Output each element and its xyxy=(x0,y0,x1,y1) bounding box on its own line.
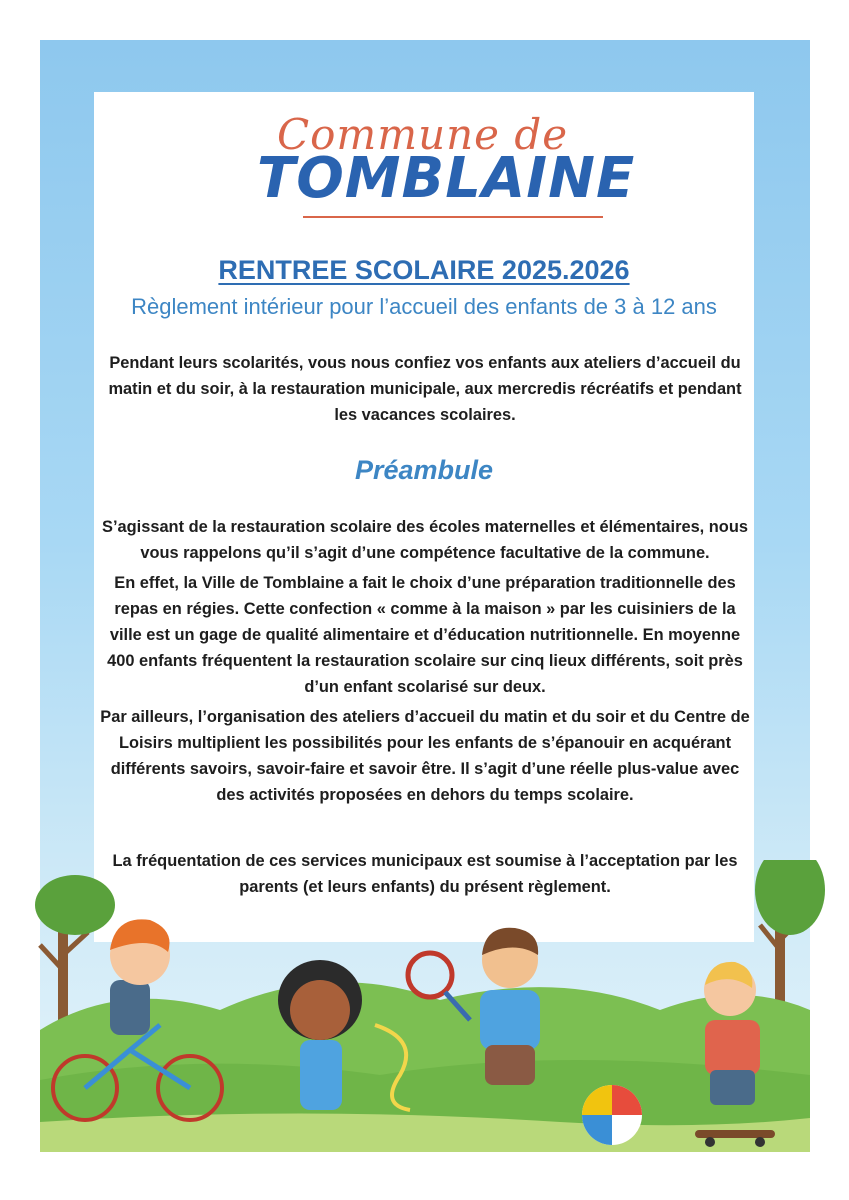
logo-script-text: Commune de xyxy=(277,110,569,159)
children-playing-illustration xyxy=(0,860,849,1160)
acceptance-note: La fréquentation de ces services municipaux est soumise à l’acceptation par les parents (et leurs enfants) du présent règlement. xyxy=(112,852,738,896)
commune-logo xyxy=(255,110,636,225)
beach-ball-icon xyxy=(582,1085,642,1145)
logo-main-text: TOMBLAINE xyxy=(257,146,636,211)
page-subtitle: Règlement intérieur pour l’accueil des enfants de 3 à 12 ans xyxy=(131,294,717,319)
intro-paragraph: Pendant leurs scolarités, vous nous confiez vos enfants aux ateliers d’accueil du matin et du soir, à la restauration municipale, aux mercredis récréatifs et pendant les vacances scolaires. xyxy=(108,354,742,424)
logo-underline xyxy=(303,216,603,218)
paragraph-restauration: S’agissant de la restauration scolaire des écoles maternelles et élémentaires, nous vous rappelons qu’il s’agit d’une compétence facultative de la commune. xyxy=(102,518,748,562)
page-title: RENTREE SCOLAIRE 2025.2026 xyxy=(218,255,630,285)
paragraph-tomblaine: En effet, la Ville de Tomblaine a fait le choix d’une préparation traditionnelle des repas en régies. Cette confection « comme à la maison » par les cuisiniers de la ville est un gage de qualité alimentaire et d’éducation nutritionnelle. En moyenne 400 enfants fréquentent la restauration scolaire sur cinq lieux différents, soit près d’un enfant scolarisé sur deux. xyxy=(107,574,743,696)
paragraph-ateliers: Par ailleurs, l’organisation des ateliers d’accueil du matin et du soir et du Centre de Loisirs multiplient les possibilités pour les enfants de s’épanouir en acquérant différents savoirs, savoir-faire et savoir être. Il s’agit d’une réelle plus-value avec des activités proposées en dehors du temps scolaire. xyxy=(100,708,750,804)
preamble-heading: Préambule xyxy=(354,455,494,485)
